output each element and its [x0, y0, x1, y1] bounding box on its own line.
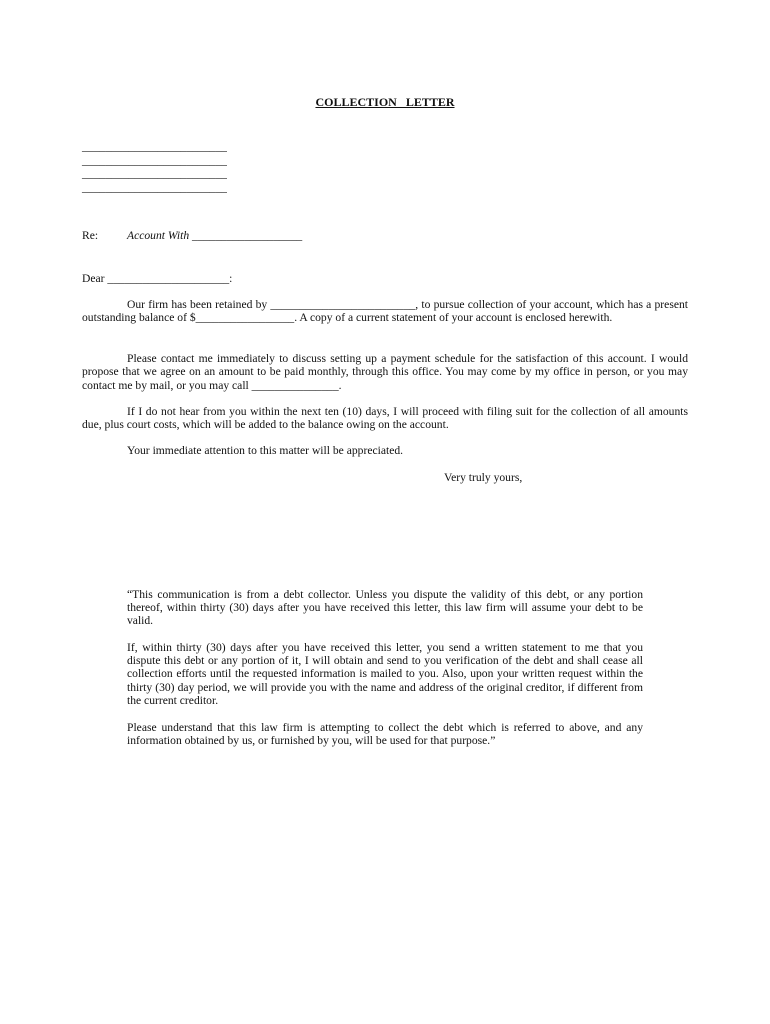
debt-collector-notice: “This communication is from a debt collector. Unless you dispute the validity of this debt, or any portion thereof, within thirty (30) days after you have received this letter, this law firm will assume your debt to be valid.	[127, 588, 643, 628]
reference-label: Re:	[82, 229, 99, 242]
address-line: _________________________	[82, 180, 227, 194]
reference-text: Account With ___________________	[127, 229, 303, 242]
body-paragraph: If I do not hear from you within the next ten (10) days, I will proceed with filing suit for the collection of all amounts due, plus court costs, which will be added to the balance owing on the account.	[82, 405, 688, 432]
address-line: _________________________	[82, 167, 227, 180]
body-paragraph: Your immediate attention to this matter will be appreciated.	[127, 444, 404, 457]
salutation: Dear _____________________:	[82, 272, 233, 285]
recipient-address-block	[82, 140, 227, 194]
address-line: _________________________	[82, 153, 227, 167]
body-paragraph: Please contact me immediately to discuss setting up a payment schedule for the satisfaction of this account. I would propose that we agree on an amount to be paid monthly, through this office. You may come by my office in person, or you may contact me by mail, or you may call _______________.	[82, 352, 688, 392]
closing: Very truly yours,	[444, 471, 523, 484]
debt-collector-notice: Please understand that this law firm is attempting to collect the debt which is referred to above, and any information obtained by us, or furnished by you, will be used for that purpose.”	[127, 721, 643, 748]
address-line: _________________________	[82, 140, 227, 153]
debt-collector-notice: If, within thirty (30) days after you have received this letter, you send a written statement to me that you dispute this debt or any portion of it, I will obtain and send to you verification of the debt and shall cease all collection efforts until the requested information is mailed to you. Also, upon your written request within the thirty (30) day period, we will provide you with the name and address of the original creditor, if different from the current creditor.	[127, 641, 643, 707]
body-paragraph: Our firm has been retained by _________________________, to pursue collection of your account, which has a present outstanding balance of $_________________. A copy of a current statement of your account is enclosed herewith.	[82, 298, 688, 325]
reference-line	[82, 229, 302, 242]
page-title: COLLECTION LETTER	[315, 95, 455, 109]
